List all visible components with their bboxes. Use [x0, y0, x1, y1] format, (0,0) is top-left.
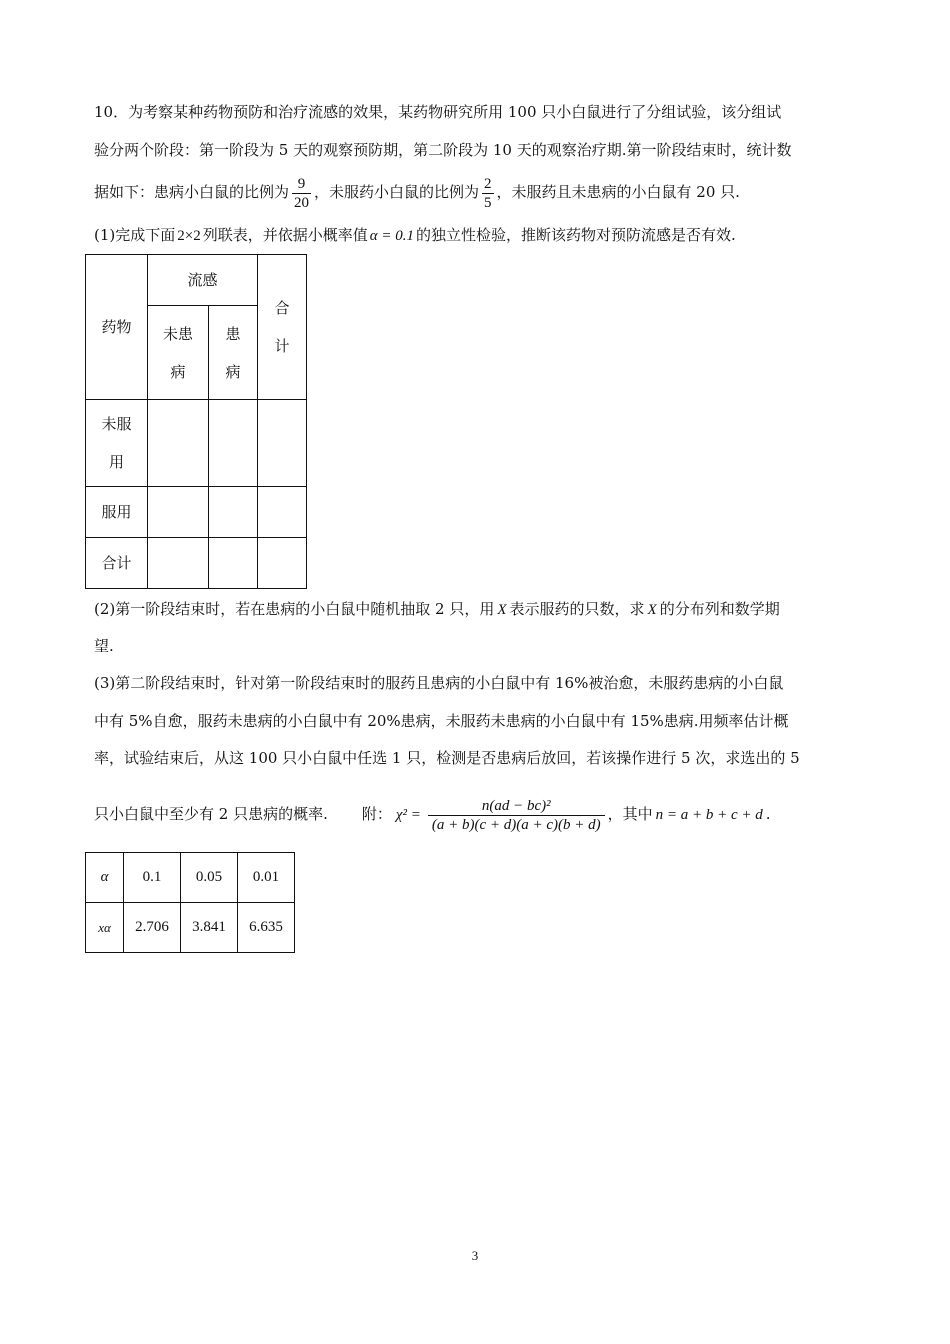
alpha-value: 0.01	[238, 853, 295, 903]
table-cell	[209, 538, 258, 589]
critical-value-table	[85, 852, 295, 953]
x-alpha-label: xα	[86, 903, 124, 953]
problem-text-1: 为考察某种药物预防和治疗流感的效果，某药物研究所用 100 只小白鼠进行了分组试验，该分组试	[128, 103, 782, 121]
alpha-header: α	[86, 853, 124, 903]
table-cell	[258, 400, 307, 487]
critical-value: 3.841	[181, 903, 238, 953]
row-label-taken: 服用	[86, 487, 148, 538]
part3-line-2: 中有 5%自愈，服药未患病的小白鼠中有 20%患病，未服药未患病的小白鼠中有 15%患病.用频率估计概	[94, 712, 789, 730]
appendix-label: 附：	[361, 805, 392, 823]
problem-line-3: 据如下：患病小白鼠的比例为 $\frac{9}{20}$ ，未服药小白鼠的比例为 $\frac{2}{5}$ ，未服药且未患病的小白鼠有 20 只.	[94, 175, 740, 211]
critical-value: 2.706	[124, 903, 181, 953]
page-number: 3	[471, 1248, 479, 1263]
alpha-value: 0.1	[124, 853, 181, 903]
table-cell	[209, 487, 258, 538]
part2-line-1: (2)第一阶段结束时，若在患病的小白鼠中随机抽取 2 只，用 X 表示服药的只数，求 X 的分布列和数学期	[94, 600, 780, 618]
table-cell	[258, 538, 307, 589]
part3-line-4: 只小白鼠中至少有 2 只患病的概率. 附： χ² = $\frac{\text{n(ad − bc)²}}{(a + b)(c + d)(a + c)(b + d)}$ ，其中 n = a + b + c + d .	[94, 797, 771, 833]
chi-square-lhs: χ² =	[395, 807, 421, 823]
problem-line-1	[94, 101, 781, 123]
header-drug: 药物	[86, 255, 148, 400]
alpha-value: 0.05	[181, 853, 238, 903]
fraction-sick-ratio: $\frac{9}{20}$	[294, 175, 310, 211]
table-cell	[209, 400, 258, 487]
header-total: 合 计	[258, 255, 307, 400]
contingency-table	[85, 254, 307, 589]
header-not-sick: 未患 病	[148, 306, 209, 400]
fraction-untreated-ratio: $\frac{2}{5}$	[484, 175, 492, 211]
header-sick: 患 病	[209, 306, 258, 400]
row-label-not-taken: 未服 用	[86, 400, 148, 487]
chi-square-formula: $\frac{\text{n(ad − bc)²}}{(a + b)(c + d)(a + c)(b + d)}$	[428, 797, 605, 834]
part3-line-1: (3)第二阶段结束时，针对第一阶段结束时的服药且患病的小白鼠中有 16%被治愈，未服药患病的小白鼠	[94, 674, 784, 692]
row-label-total: 合计	[86, 538, 148, 589]
header-flu: 流感	[148, 255, 258, 306]
table-cell	[148, 538, 209, 589]
table-cell	[148, 400, 209, 487]
part2-line-2: 望.	[94, 637, 114, 655]
part1-text: (1)完成下面 2×2 列联表，并依据小概率值 α = 0.1 的独立性检验，推断该药物对预防流感是否有效.	[94, 226, 736, 244]
critical-value: 6.635	[238, 903, 295, 953]
part3-line-3: 率，试验结束后，从这 100 只小白鼠中任选 1 只，检测是否患病后放回，若该操作进行 5 次，求选出的 5	[94, 749, 800, 767]
table-cell	[148, 487, 209, 538]
problem-line-2: 验分两个阶段：第一阶段为 5 天的观察预防期，第二阶段为 10 天的观察治疗期.第一阶段结束时，统计数	[94, 141, 792, 159]
table-cell	[258, 487, 307, 538]
problem-number: 10．	[94, 103, 129, 121]
